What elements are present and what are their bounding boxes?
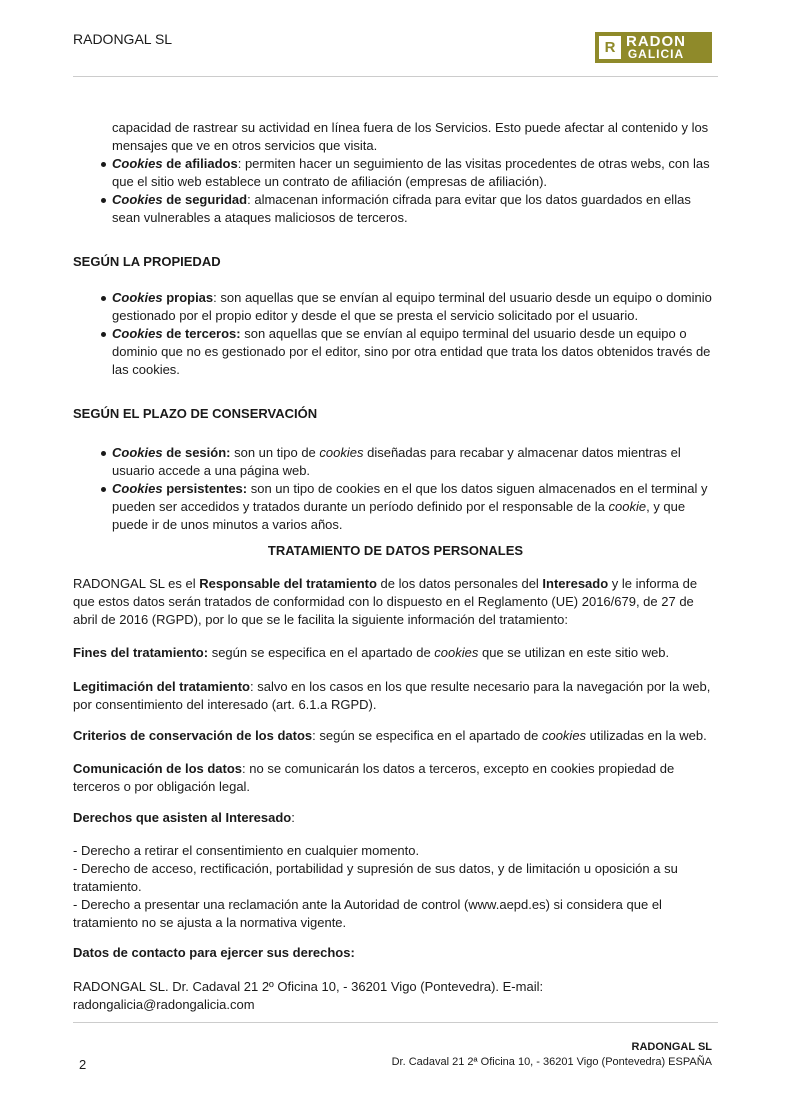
- text-run: Derechos que asisten al Interesado: [73, 810, 292, 825]
- paragraph: [73, 842, 718, 860]
- paragraph: [73, 119, 718, 155]
- text-run: SEGÚN LA PROPIEDAD: [73, 254, 221, 269]
- text-run: : no se comunicarán los datos a terceros, excepto en cookies propiedad de terceros o por obligación legal.: [73, 761, 675, 794]
- text-run: de sesión:: [162, 445, 231, 460]
- section-heading: [73, 542, 718, 560]
- text-run: - Derecho a presentar una reclamación ante la Autoridad de control (www.aepd.es) si considera que el tratamiento no se ajusta a la normativa vigente.: [73, 897, 662, 930]
- list-item: [112, 444, 718, 480]
- section-heading: [73, 405, 718, 423]
- text-run: Datos de contacto para ejercer sus derechos:: [73, 945, 355, 960]
- text-run: de terceros:: [162, 326, 241, 341]
- text-run: Cookies: [112, 192, 163, 207]
- radon-galicia-logo: [595, 32, 712, 63]
- document-body: [73, 119, 718, 1014]
- text-run: :: [291, 810, 295, 825]
- text-run: Cookies: [112, 326, 163, 341]
- text-run: SEGÚN EL PLAZO DE CONSERVACIÓN: [73, 406, 318, 421]
- text-run: Cookies: [112, 156, 163, 171]
- text-run: cookies: [319, 445, 364, 460]
- text-run: - Derecho a retirar el consentimiento en cualquier momento.: [73, 843, 420, 858]
- text-run: capacidad de rastrear su actividad en línea fuera de los Servicios. Esto puede afectar al contenido y los mensajes que ve en otros servicios que visita.: [112, 120, 709, 153]
- list-item: [112, 155, 718, 191]
- page-number: 2: [79, 1057, 87, 1072]
- footer-company: RADONGAL SL: [631, 1041, 712, 1053]
- bullet-list: [73, 444, 718, 534]
- text-run: de afiliados: [162, 156, 238, 171]
- footer-info: [392, 1040, 712, 1070]
- section-heading: [73, 253, 718, 271]
- text-run: diseñadas para recabar y almacenar datos mientras el usuario accede a una página web.: [112, 445, 681, 478]
- text-run: son un tipo de cookies en el que los datos siguen almacenados en el terminal y pueden ser accedidos y tratados durante un período definido por el responsable de la: [112, 481, 708, 514]
- paragraph: [73, 644, 718, 662]
- text-run: Cookies: [112, 290, 163, 305]
- text-run: persistentes:: [162, 481, 248, 496]
- text-run: - Derecho de acceso, rectificación, portabilidad y supresión de sus datos, y de limitación u oposición a su tratamiento.: [73, 861, 678, 894]
- text-run: según se especifica en el apartado de: [208, 645, 435, 660]
- text-run: propias: [162, 290, 214, 305]
- text-run: Legitimación del tratamiento: [73, 679, 250, 694]
- text-run: Criterios de conservación de los datos: [73, 728, 313, 743]
- text-run: cookie: [608, 499, 647, 514]
- text-run: TRATAMIENTO DE DATOS PERSONALES: [267, 543, 524, 558]
- text-run: cookies: [434, 645, 479, 660]
- paragraph: [73, 727, 718, 745]
- logo-line2: GALICIA: [627, 46, 685, 61]
- paragraph: [73, 760, 718, 796]
- list-item: [112, 191, 718, 227]
- text-run: Comunicación de los datos: [73, 761, 243, 776]
- paragraph: [73, 860, 718, 896]
- header-company-name: RADONGAL SL: [73, 31, 173, 47]
- paragraph: [73, 678, 718, 714]
- header-divider: [73, 76, 718, 77]
- text-run: RADONGAL SL es el: [73, 576, 200, 591]
- text-run: Fines del tratamiento:: [73, 645, 209, 660]
- text-run: cookies: [541, 728, 587, 743]
- paragraph: [73, 896, 718, 932]
- text-run: de seguridad: [162, 192, 248, 207]
- text-run: RADONGAL SL. Dr. Cadaval 21 2º Oficina 10, - 36201 Vigo (Pontevedra). E-mail: radongalicia@radongalicia.com: [73, 979, 544, 1012]
- paragraph: [73, 978, 718, 1014]
- bullet-list: [73, 289, 718, 379]
- text-run: : permiten hacer un seguimiento de las visitas procedentes de otras webs, con las que el sitio web establece un contrato de afiliación (empresas de afiliación).: [112, 156, 710, 189]
- text-run: y le informa de que estos datos serán tratados de conformidad con lo dispuesto en el Reglamento (UE) 2016/679, de 27 de abril de 2016 (RGPD), por lo que se le facilita la siguiente información del tratamiento:: [73, 576, 698, 627]
- text-run: : son aquellas que se envían al equipo terminal del usuario desde un equipo o dominio gestionado por el propio editor y desde el que se presta el servicio solicitado por el usuario.: [112, 290, 712, 323]
- list-item: [112, 480, 718, 534]
- footer-address: Dr. Cadaval 21 2ª Oficina 10, - 36201 Vigo (Pontevedra) ESPAÑA: [391, 1056, 712, 1068]
- text-run: : según se especifica en el apartado de: [312, 728, 542, 743]
- text-run: Cookies: [112, 481, 163, 496]
- text-run: son aquellas que se envían al equipo terminal del usuario desde un equipo o dominio que no es gestionado por el editor, sino por otra entidad que trata los datos obtenidos través de las cookies.: [112, 326, 711, 377]
- text-run: Responsable del tratamiento: [199, 576, 377, 591]
- text-run: Interesado: [542, 576, 609, 591]
- logo-letter: R: [599, 36, 621, 59]
- logo-line1: RADON: [626, 32, 686, 50]
- text-run: , y que puede ir de unos minutos a varios años.: [112, 499, 686, 532]
- paragraph: [73, 944, 718, 962]
- list-item: [112, 325, 718, 379]
- footer-divider: [73, 1022, 718, 1023]
- text-run: que se utilizan en este sitio web.: [478, 645, 670, 660]
- list-item: [112, 289, 718, 325]
- text-run: son un tipo de: [230, 445, 320, 460]
- paragraph: [73, 575, 718, 629]
- text-run: : almacenan información cifrada para evitar que los datos guardados en ellas sean vulnerables a ataques maliciosos de terceros.: [112, 192, 691, 225]
- text-run: : salvo en los casos en los que resulte necesario para la navegación por la web, por consentimiento del interesado (art. 6.1.a RGPD).: [73, 679, 711, 712]
- text-run: Cookies: [112, 445, 163, 460]
- paragraph: [73, 809, 718, 827]
- text-run: utilizadas en la web.: [586, 728, 707, 743]
- bullet-list: [73, 155, 718, 227]
- text-run: de los datos personales del: [376, 576, 543, 591]
